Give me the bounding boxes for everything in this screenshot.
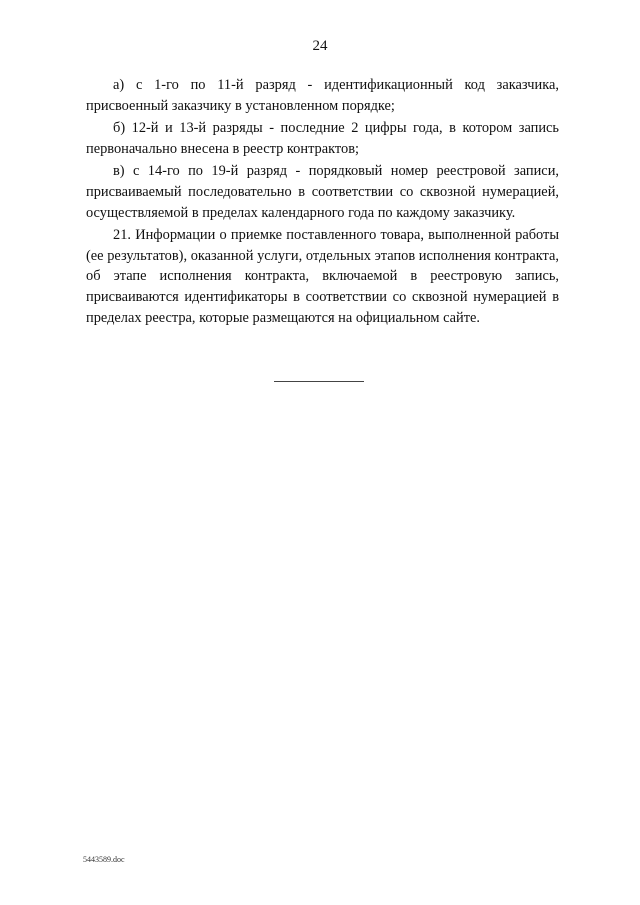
paragraph-v: в) с 14-го по 19-й разряд - порядковый номер реестровой записи, присваиваемый последовательно в соответствии со сквозной нумерацией, осуществляемой в пределах календарного года по каждому заказчику. (86, 163, 559, 221)
paragraph-21: 21. Информации о приемке поставленного товара, выполненной работы (ее результатов), оказанной услуги, отдельных этапов исполнения контракта, об этапе исполнения контракта, включаемой в реестровую запись, присваиваются идентификаторы в соответствии со сквозной нумерацией в пределах реестра, которые размещаются на официальном сайте. (86, 227, 559, 326)
end-divider (274, 381, 364, 382)
document-file-id: 5443589.doc (83, 855, 125, 864)
document-body (86, 75, 559, 330)
paragraph-b: б) 12-й и 13-й разряды - последние 2 цифры года, в котором запись первоначально внесена в реестр контрактов; (86, 120, 559, 157)
page-number: 24 (312, 38, 328, 54)
paragraph-a: а) с 1-го по 11-й разряд - идентификационный код заказчика, присвоенный заказчику в установленном порядке; (86, 77, 559, 114)
